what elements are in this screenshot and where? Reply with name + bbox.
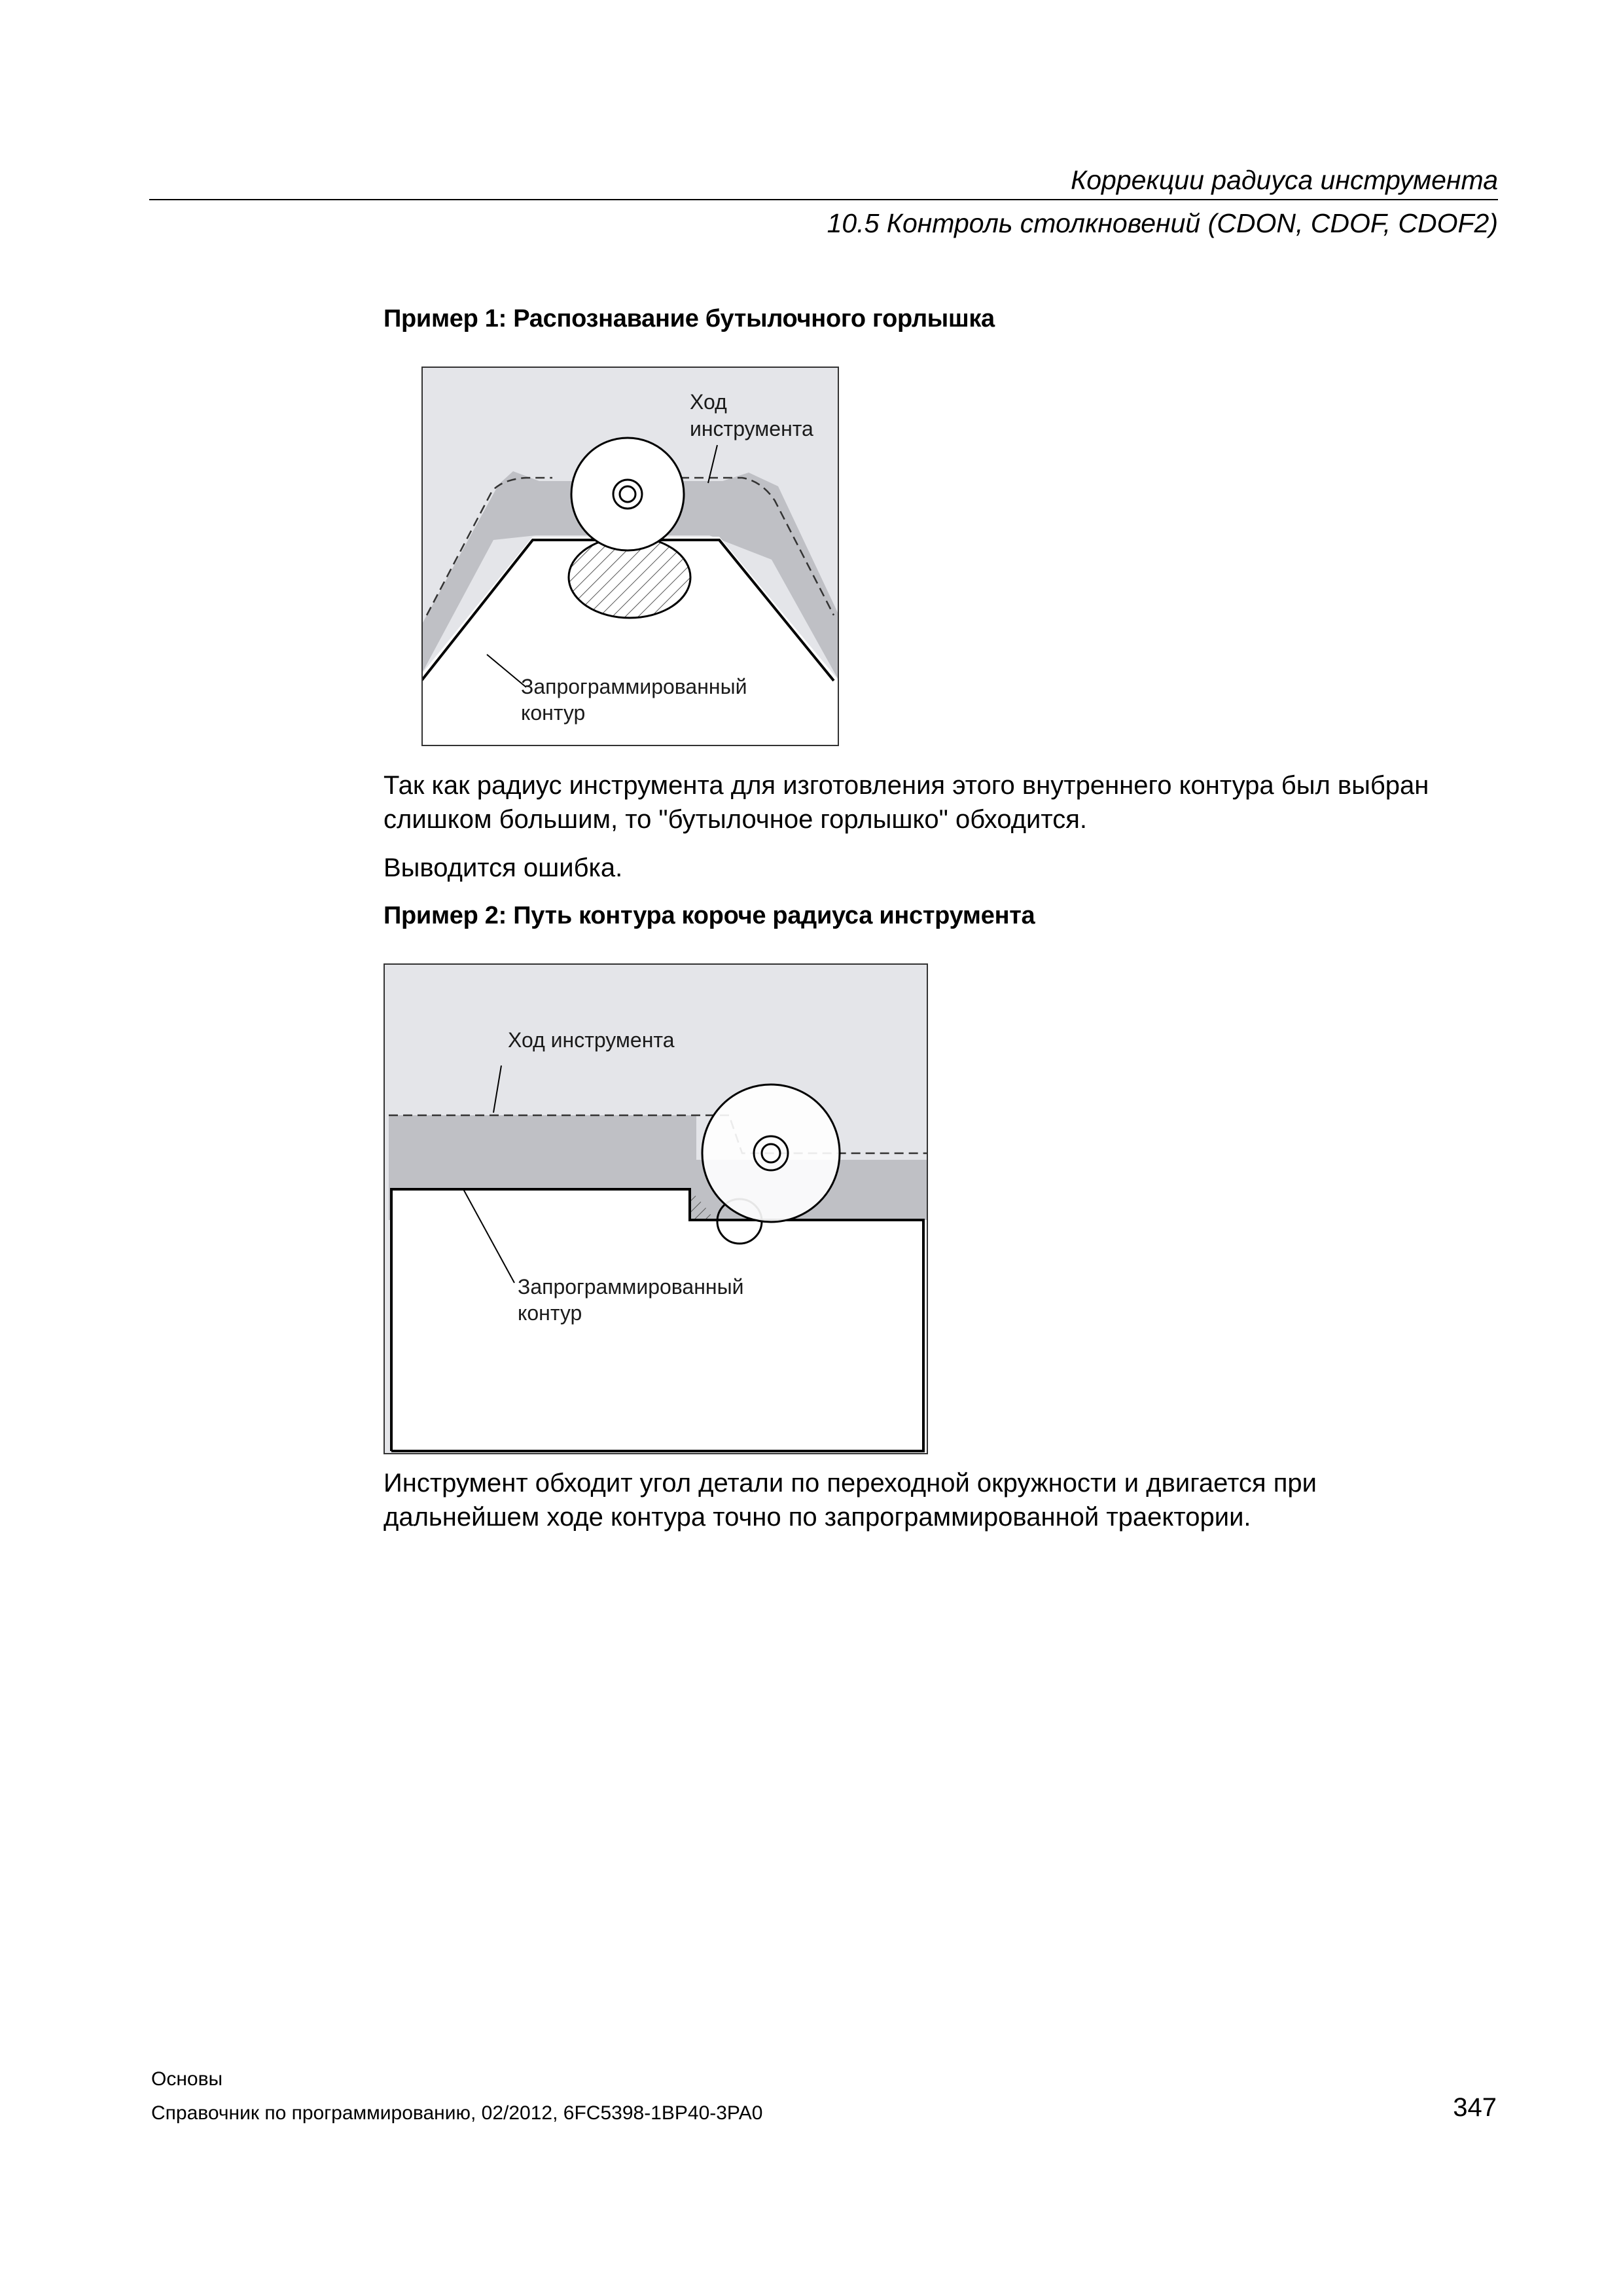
- label-contour-l2: контур: [521, 701, 586, 725]
- running-header-section: 10.5 Контроль столкновений (CDON, CDOF, CDOF2): [827, 208, 1498, 238]
- example1-figure: [421, 367, 839, 746]
- footer-manual-info: Справочник по программированию, 02/2012, 6FC5398-1BP40-3PA0: [151, 2102, 763, 2124]
- header-rule: [149, 199, 1498, 200]
- page-number: 347: [1453, 2093, 1497, 2122]
- workpiece-area: [391, 1189, 928, 1454]
- label-contour-l1: Запрограммированный: [518, 1275, 744, 1299]
- label-contour-l2: контур: [518, 1301, 582, 1325]
- example2-para-line1: Инструмент обходит угол детали по переходной окружности и двигается при: [383, 1469, 1317, 1498]
- label-tool-path-l1: Ход: [690, 390, 727, 414]
- example2-para-line2: дальнейшем ходе контура точно по запрограммированной траектории.: [383, 1503, 1251, 1532]
- footer-series: Основы: [151, 2068, 223, 2090]
- example1-para2: Выводится ошибка.: [383, 853, 623, 882]
- example2-figure: [383, 963, 928, 1454]
- example2-heading: Пример 2: Путь контура короче радиуса инструмента: [383, 902, 1035, 929]
- label-tool-path-l2: инструмента: [690, 417, 813, 440]
- tool-circle: [702, 1085, 840, 1222]
- example1-heading: Пример 1: Распознавание бутылочного горлышка: [383, 305, 995, 332]
- tool-circle: [571, 438, 684, 550]
- label-contour-l1: Запрограммированный: [521, 675, 747, 698]
- example1-para1-line2: слишком большим, то "бутылочное горлышко" обходится.: [383, 805, 1088, 834]
- example1-para1-line1: Так как радиус инструмента для изготовления этого внутреннего контура был выбран: [383, 771, 1429, 800]
- running-header-title: Коррекции радиуса инструмента: [1071, 165, 1498, 195]
- label-tool-path: Ход инструмента: [508, 1028, 675, 1052]
